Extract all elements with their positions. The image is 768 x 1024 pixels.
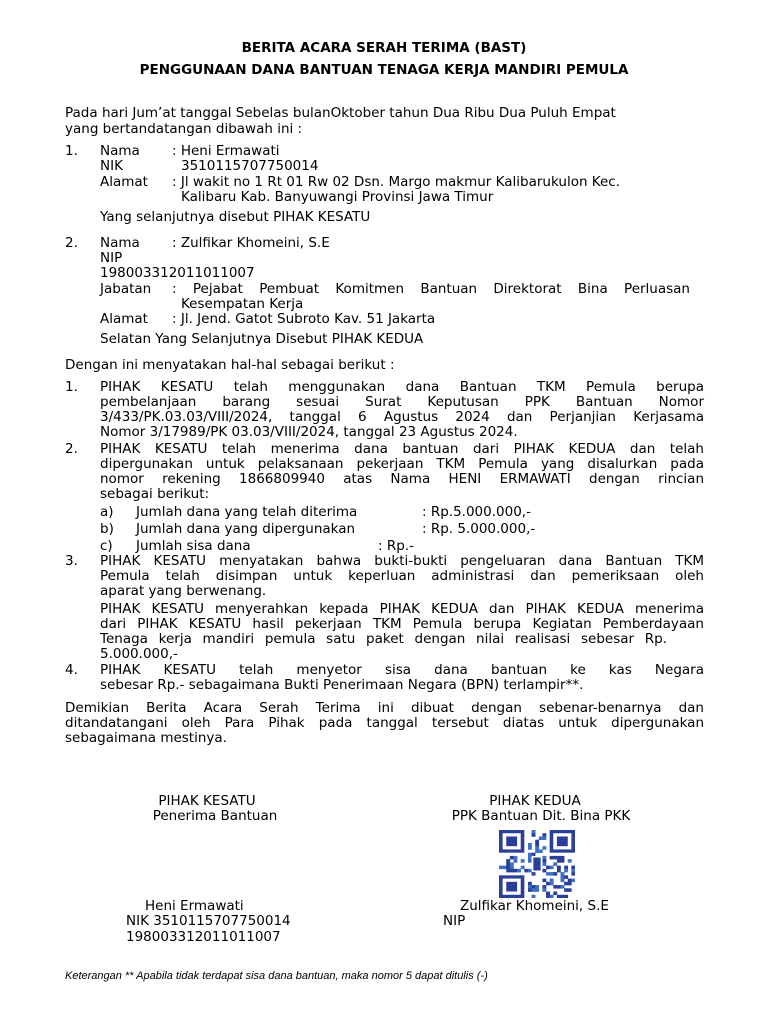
party-2-nip-label: NIP	[100, 250, 123, 266]
doc-title: BERITA ACARA SERAH TERIMA (BAST)	[241, 40, 527, 56]
party-1-address-line-1: : Jl wakit no 1 Rt 01 Rw 02 Dsn. Margo makmur Kalibarukulon Kec.	[172, 174, 620, 190]
item-number: 1.	[65, 379, 78, 395]
item-line: Nomor 3/17989/PK 03.03/VIII/2024, tanggal 23 Agustus 2024.	[100, 424, 518, 440]
item-line: sebagai berikut:	[100, 486, 210, 502]
party-1-address-label: Alamat	[100, 174, 148, 190]
sub-item-label: Jumlah dana yang telah diterima	[136, 504, 358, 520]
sub-item-value: : Rp. 5.000.000,-	[422, 521, 536, 537]
signature-right-title: PPK Bantuan Dit. Bina PKK	[451, 808, 631, 824]
item-line: PIHAK KESATU telah menyetor sisa dana bantuan ke kas Negara	[100, 662, 704, 678]
signature-right-name: Zulfikar Khomeini, S.E	[460, 898, 609, 914]
item-line: aparat yang berwenang.	[100, 583, 267, 599]
party-2-name-label: Nama	[100, 235, 140, 251]
signature-left-nip: 198003312011011007	[126, 929, 281, 945]
party-1-nik-label: NIK	[100, 158, 123, 174]
party-1-name-label: Nama	[100, 143, 140, 159]
sub-item-label: Jumlah dana yang dipergunakan	[136, 521, 356, 537]
item-line: 3/433/PK.03.03/VIII/2024, tanggal 6 Agustus 2024 dan Perjanjian Kerjasama	[100, 409, 704, 425]
sub-item-value: : Rp.-	[378, 538, 414, 554]
signature-left-nik: NIK 3510115707750014	[126, 913, 291, 929]
item-line: Tenaga kerja mandiri pemula satu paket dengan nilai realisasi sebesar Rp.	[100, 631, 667, 647]
intro-line-1: Pada hari Jum’at tanggal Sebelas bulanOktober tahun Dua Ribu Dua Puluh Empat	[65, 105, 616, 121]
party-1-address-line-2: Kalibaru Kab. Banyuwangi Provinsi Jawa Timur	[181, 189, 494, 205]
item-line: dari PIHAK KESATU hasil pekerjaan TKM Pemula berupa Kegiatan Pemberdayaan	[100, 616, 704, 632]
party-1-name-value: : Heni Ermawati	[172, 143, 280, 159]
closing-line: ditandatangani oleh Para Pihak pada tanggal tersebut diatas untuk dipergunakan	[65, 715, 704, 731]
party-2-position-label: Jabatan	[100, 281, 152, 297]
sub-item-value: : Rp.5.000.000,-	[422, 504, 531, 520]
item-number: 3.	[65, 553, 78, 569]
party-2-address-value: : Jl. Jend. Gatot Subroto Kav. 51 Jakarta	[172, 311, 436, 327]
item-number: 2.	[65, 441, 78, 457]
item-line: sebesar Rp.- sebagaimana Bukti Penerimaan Negara (BPN) terlampir**.	[100, 677, 584, 693]
item-line: 5.000.000,-	[100, 646, 178, 662]
item-line: PIHAK KESATU menyatakan bahwa bukti-bukti pengeluaran dana Bantuan TKM	[100, 553, 704, 569]
item-line: dipergunakan untuk pelaksanaan pekerjaan TKM Pemula yang disalurkan pada	[100, 456, 704, 472]
party-1-nik-value: 3510115707750014	[181, 158, 319, 174]
sub-item-letter: c)	[100, 538, 113, 554]
party-1-number: 1.	[65, 143, 78, 159]
sub-item-letter: a)	[100, 504, 114, 520]
footnote: Keterangan ** Apabila tidak terdapat sisa dana bantuan, maka nomor 5 dapat ditulis (-)	[65, 970, 488, 982]
signature-left-role: PIHAK KESATU	[158, 793, 256, 809]
party-1-designation: Yang selanjutnya disebut PIHAK KESATU	[100, 209, 371, 225]
qr-code-icon	[499, 830, 575, 898]
closing-line: Demikian Berita Acara Serah Terima ini dibuat dengan sebenar-benarnya dan	[65, 700, 704, 716]
party-2-position-line-1: : Pejabat Pembuat Komitmen Bantuan Direktorat Bina Perluasan	[172, 281, 690, 297]
doc-subtitle: PENGGUNAAN DANA BANTUAN TENAGA KERJA MANDIRI PEMULA	[139, 62, 629, 78]
party-2-number: 2.	[65, 235, 78, 251]
item-line: PIHAK KESATU menyerahkan kepada PIHAK KEDUA dan PIHAK KEDUA menerima	[100, 601, 704, 617]
signature-right-role: PIHAK KEDUA	[489, 793, 581, 809]
item-line: Pemula telah disimpan untuk keperluan administrasi dan pemeriksaan oleh	[100, 568, 704, 584]
closing-line: sebagaimana mestinya.	[65, 730, 227, 746]
party-2-nip-value: 198003312011011007	[100, 265, 255, 281]
signature-right-nip: NIP	[443, 913, 466, 929]
item-line: PIHAK KESATU telah menerima dana bantuan dari PIHAK KEDUA dan telah	[100, 441, 704, 457]
signature-left-title: Penerima Bantuan	[152, 808, 278, 824]
sub-item-label: Jumlah sisa dana	[136, 538, 251, 554]
party-2-designation: Selatan Yang Selanjutnya Disebut PIHAK KEDUA	[100, 331, 424, 347]
party-2-position-line-2: Kesempatan Kerja	[181, 296, 304, 312]
statement-intro: Dengan ini menyatakan hal-hal sebagai berikut :	[65, 357, 395, 373]
item-line: nomor rekening 1866809940 atas Nama HENI ERMAWATI dengan rincian	[100, 471, 704, 487]
item-line: PIHAK KESATU telah menggunakan dana Bantuan TKM Pemula berupa	[100, 379, 704, 395]
sub-item-letter: b)	[100, 521, 114, 537]
item-number: 4.	[65, 662, 78, 678]
item-line: pembelanjaan barang sesuai Surat Keputusan PPK Bantuan Nomor	[100, 394, 704, 410]
intro-line-2: yang bertandatangan dibawah ini :	[65, 121, 303, 137]
party-2-name-value: : Zulfikar Khomeini, S.E	[172, 235, 330, 251]
party-2-address-label: Alamat	[100, 311, 148, 327]
signature-left-name: Heni Ermawati	[145, 898, 244, 914]
